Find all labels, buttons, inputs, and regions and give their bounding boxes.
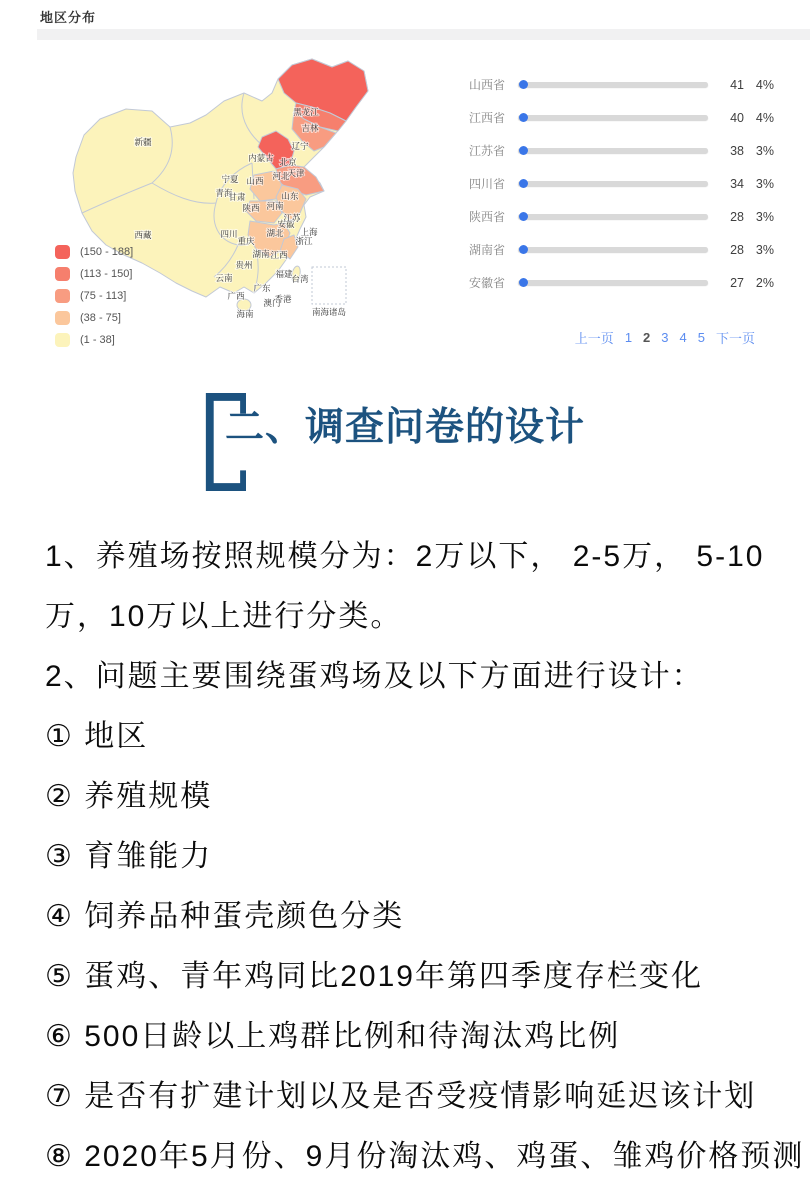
- province-bar: [518, 148, 708, 153]
- pagination-next[interactable]: 下一页: [715, 331, 755, 346]
- legend-range-label: (113 - 150]: [80, 268, 133, 280]
- legend-swatch: [55, 245, 70, 259]
- province-row: [455, 200, 775, 233]
- province-label: 台湾: [291, 274, 309, 284]
- province-ranking-list: [455, 68, 775, 299]
- list-item: ⑤ 蛋鸡、青年鸡同比2019年第四季度存栏变化: [45, 960, 703, 993]
- province-row: [455, 68, 775, 101]
- pagination-page-2[interactable]: 2: [643, 330, 651, 345]
- province-label: 天津: [287, 168, 305, 178]
- province-bar: [518, 214, 708, 219]
- list-item: ③ 育雏能力: [45, 840, 213, 873]
- province-bar: [518, 181, 708, 186]
- province-label: 四川: [220, 229, 238, 239]
- province-value: 28: [730, 242, 744, 257]
- list-item: ⑦ 是否有扩建计划以及是否受疫情影响延迟该计划: [45, 1080, 757, 1113]
- province-label: 广西: [227, 291, 245, 301]
- province-percent: 3%: [755, 209, 774, 224]
- province-label: 湖南: [252, 249, 270, 259]
- legend-item: [55, 263, 133, 285]
- province-label: 广东: [253, 283, 271, 293]
- legend-swatch: [55, 289, 70, 303]
- legend-swatch: [55, 311, 70, 325]
- province-label: 辽宁: [291, 141, 309, 151]
- legend-range-label: (75 - 113]: [80, 290, 127, 302]
- province-name: 山西省: [468, 78, 505, 92]
- province-row: [455, 167, 775, 200]
- province-value: 34: [730, 176, 744, 191]
- legend-item: [55, 329, 133, 351]
- legend-item: [55, 241, 133, 263]
- province-label: 福建: [275, 269, 293, 279]
- province-name: 江苏省: [468, 144, 505, 158]
- province-value: 27: [730, 275, 744, 290]
- province-label: 河南: [266, 201, 284, 211]
- province-bar: [518, 115, 708, 120]
- province-label: 西藏: [134, 230, 152, 240]
- province-label: 陕西: [242, 203, 260, 213]
- province-bar: [518, 247, 708, 252]
- province-bar: [518, 82, 708, 87]
- province-label: 山西: [246, 176, 264, 186]
- bar-dot: [519, 245, 528, 254]
- province-label: 黑龙江: [293, 107, 319, 117]
- province-row: [455, 233, 775, 266]
- south-sea-inset-box: [312, 267, 346, 304]
- province-name: 湖南省: [468, 243, 505, 257]
- panel-divider: [37, 29, 810, 40]
- section-heading: 二、调查问卷的设计: [224, 406, 585, 449]
- province-label: 澳门: [263, 298, 281, 308]
- province-value: 41: [730, 77, 744, 92]
- list-item: ④ 饲养品种蛋壳颜色分类: [45, 900, 405, 933]
- province-name: 安徽省: [468, 276, 505, 290]
- paragraph-line: 1、养殖场按照规模分为：2万以下， 2-5万， 5-10: [45, 540, 765, 573]
- province-label: 山东: [281, 191, 299, 201]
- paragraph-line: 2、问题主要围绕蛋鸡场及以下方面进行设计：: [45, 660, 704, 693]
- legend-range-label: (1 - 38]: [80, 334, 115, 346]
- pagination: [575, 328, 755, 347]
- province-label: 贵州: [235, 260, 253, 270]
- bar-dot: [519, 80, 528, 89]
- legend-range-label: (38 - 75]: [80, 312, 121, 324]
- province-label: 新疆: [134, 137, 152, 147]
- province-label: 青海: [215, 188, 233, 198]
- region-distribution-panel: [0, 0, 810, 366]
- pagination-page-4[interactable]: 4: [679, 330, 687, 345]
- bar-dot: [519, 212, 528, 221]
- province-label: 浙江: [295, 236, 313, 246]
- province-percent: 3%: [755, 176, 774, 191]
- pagination-page-5[interactable]: 5: [697, 330, 705, 345]
- list-item: ① 地区: [45, 720, 149, 753]
- province-percent: 3%: [755, 143, 774, 158]
- province-label: 湖北: [266, 228, 284, 238]
- province-label: 宁夏: [221, 174, 239, 184]
- legend-range-label: (150 - 188]: [80, 246, 134, 258]
- pagination-page-1[interactable]: 1: [624, 330, 633, 345]
- bar-dot: [519, 278, 528, 287]
- panel-title: 地区分布: [40, 10, 97, 25]
- province-name: 陕西省: [468, 210, 505, 224]
- province-label: 甘肃: [228, 192, 246, 202]
- province-percent: 4%: [755, 77, 774, 92]
- province-label: 北京: [279, 157, 297, 167]
- province-label: 江苏: [283, 213, 301, 223]
- bar-dot: [519, 179, 528, 188]
- pagination-prev[interactable]: 上一页: [574, 331, 614, 346]
- province-label: 安徽: [277, 219, 295, 229]
- list-item: ② 养殖规模: [45, 780, 213, 813]
- province-row: [455, 266, 775, 299]
- province-label: 内蒙古: [248, 153, 274, 163]
- province-name: 江西省: [468, 111, 505, 125]
- map-legend: [55, 241, 133, 351]
- province-label: 重庆: [237, 236, 255, 246]
- province-percent: 4%: [755, 110, 774, 125]
- pagination-pages: [625, 330, 705, 345]
- province-name: 四川省: [468, 177, 505, 191]
- province-label: 河北: [272, 171, 290, 181]
- list-item: ⑧ 2020年5月份、9月份淘汰鸡、鸡蛋、雏鸡价格预测: [45, 1140, 805, 1173]
- province-value: 38: [730, 143, 744, 158]
- province-bar: [518, 280, 708, 285]
- bar-dot: [519, 113, 528, 122]
- province-label: 上海: [300, 227, 318, 237]
- legend-swatch: [55, 267, 70, 281]
- province-label: 海南: [236, 309, 254, 319]
- province-label: 香港: [274, 294, 292, 304]
- legend-item: [55, 307, 133, 329]
- province-percent: 2%: [755, 275, 774, 290]
- pagination-page-3[interactable]: 3: [661, 330, 669, 345]
- legend-item: [55, 285, 133, 307]
- province-percent: 3%: [755, 242, 774, 257]
- paragraph-line: 万，10万以上进行分类。: [45, 600, 403, 633]
- province-value: 28: [730, 209, 744, 224]
- province-row: [455, 101, 775, 134]
- province-label: 江西: [270, 250, 288, 260]
- list-item: ⑥ 500日龄以上鸡群比例和待淘汰鸡比例: [45, 1020, 621, 1053]
- province-label: 吉林: [301, 123, 319, 133]
- province-row: [455, 134, 775, 167]
- south-sea-inset-label: 南海诸岛: [311, 307, 347, 317]
- bar-dot: [519, 146, 528, 155]
- legend-swatch: [55, 333, 70, 347]
- province-label: 云南: [215, 273, 233, 283]
- section-heading-block: [0, 404, 810, 452]
- content: [45, 527, 805, 1187]
- province-value: 40: [730, 110, 744, 125]
